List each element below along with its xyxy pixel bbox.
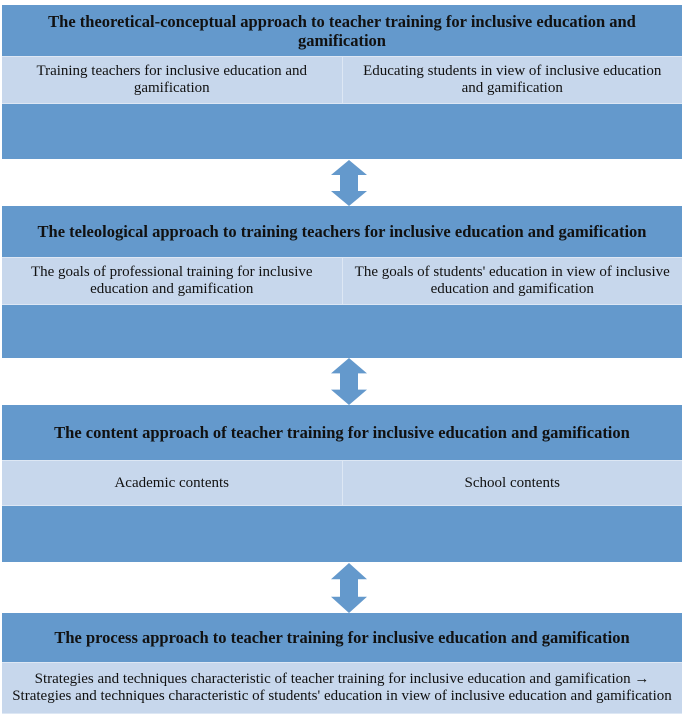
block-cell: Educating students in view of inclusive education and gamification [342, 57, 683, 103]
block-title: The process approach to teacher training for inclusive education and gamification [2, 613, 682, 662]
block-title: The theoretical-conceptual approach to teacher training for inclusive education and gamification [2, 5, 682, 56]
block-content [2, 405, 682, 562]
double-arrow-icon [331, 563, 367, 613]
block-process [2, 613, 682, 714]
block-cell: Training teachers for inclusive education and gamification [36, 63, 308, 96]
block-theoretical-conceptual [2, 5, 682, 159]
block-teleological [2, 206, 682, 358]
double-arrow-icon [331, 358, 367, 405]
block-padding [2, 506, 682, 562]
block-padding [2, 305, 682, 358]
block-cell: Academic contents [114, 474, 230, 491]
block-padding [2, 104, 682, 159]
block-title: The teleological approach to training teachers for inclusive education and gamification [2, 206, 682, 257]
block-title: The content approach of teacher training for inclusive education and gamification [2, 405, 682, 460]
block-cell: School contents [342, 461, 683, 505]
block-cell: The goals of professional training for inclusive education and gamification [30, 264, 313, 297]
block-cell: Strategies and techniques characteristic of teacher training for inclusive education and gamification → Strategies and techniques characteristic of students' education in view of inclusive education and gamification [12, 671, 672, 704]
double-arrow-icon [331, 160, 367, 206]
block-cell: The goals of students' education in view of inclusive education and gamification [342, 258, 683, 304]
